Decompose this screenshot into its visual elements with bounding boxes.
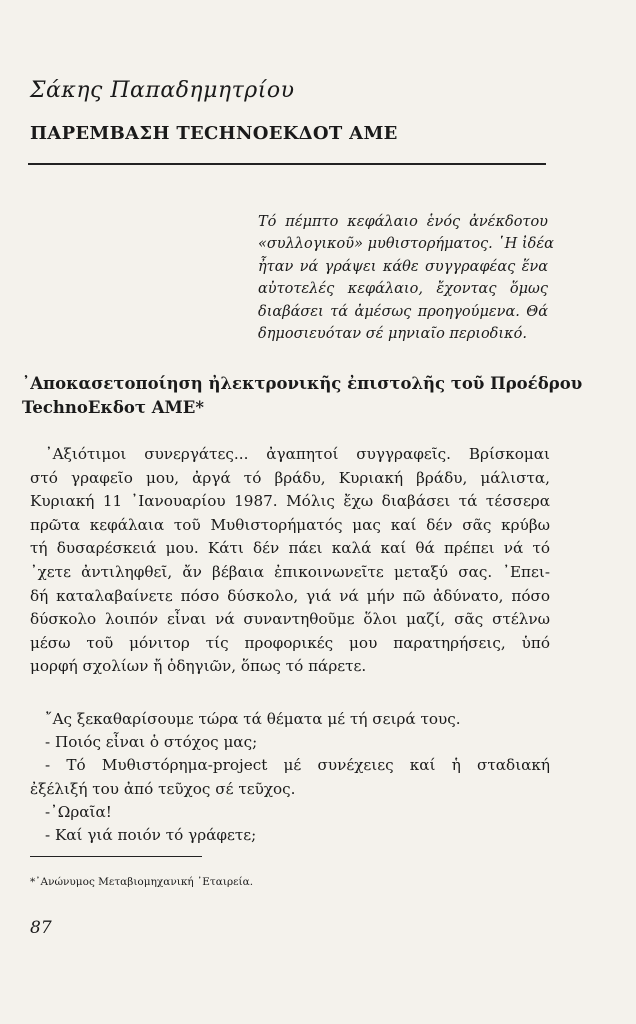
dialogue-line: ῎Ας ξεκαθαρίσουμε τώρα τά θέματα μέ τή σειρά τους. bbox=[45, 710, 461, 728]
dialogue-line: - Ποιός εἶναι ὁ στόχος μας; bbox=[45, 733, 258, 752]
letter-heading bbox=[22, 372, 583, 420]
dialogue-line: ἐξέλιξή του ἀπό τεῦχος σέ τεῦχος. bbox=[30, 779, 296, 798]
title-divider bbox=[28, 163, 546, 165]
paragraph-line: δή καταλαβαίνετε πόσο δύσκολο, γιά νά μήν πῶ ἀδύνατο, πόσο bbox=[30, 586, 550, 605]
author-name: Σάκης Παπαδημητρίου bbox=[30, 78, 295, 103]
epigraph-line: ἦταν νά γράψει κάθε συγγραφέας ἕνα bbox=[258, 258, 548, 275]
epigraph-line: διαβάσει τά ἀμέσως προηγούμενα. Θά bbox=[258, 303, 548, 320]
paragraph-line: μορφή σχολίων ἤ ὁδηγιῶν, ὅπως τό πάρετε. bbox=[30, 657, 367, 676]
dialogue-line: -᾿Ωραῖα! bbox=[45, 802, 112, 821]
epigraph-line: Τό πέμπτο κεφάλαιο ἑνός ἀνέκδοτου bbox=[258, 214, 548, 230]
footnote: *᾿Ανώνυμος Μεταβιομηχανική ᾿Εταιρεία. bbox=[30, 876, 254, 888]
section-subtitle: ΠΑΡΕΜΒΑΣΗ TECHNOEKΔOT AME bbox=[30, 123, 398, 144]
epigraph bbox=[258, 211, 554, 345]
paragraph-line: ᾿Αξιότιμοι συνεργάτες... ἀγαπητοί συγγραφεῖς. Βρίσκομαι bbox=[45, 445, 550, 463]
page-number: 87 bbox=[30, 918, 52, 938]
epigraph-line: αὐτοτελές κεφάλαιο, ἔχοντας ὅμως bbox=[258, 281, 548, 298]
paragraph-line: στό γραφεῖο μου, ἀργά τό βράδυ, Κυριακή βράδυ, μάλιστα, bbox=[30, 468, 550, 487]
heading-line: ᾿Αποκασετοποίηση ἠλεκτρονικῆς ἐπιστολῆς τοῦ Προέδρου bbox=[22, 374, 583, 393]
paragraph-line: Κυριακή 11 ᾿Ιανουαρίου 1987. Μόλις ἔχω διαβάσει τά τέσσερα bbox=[30, 492, 550, 511]
heading-line: TechnoEκδοτ AME* bbox=[22, 398, 204, 417]
dialogue-line: - Τό Μυθιστόρημα-project μέ συνέχειες καί ἡ σταδιακή bbox=[45, 756, 550, 775]
paragraph-line: πρῶτα κεφάλαια τοῦ Μυθιστορήματός μας καί δέν σᾶς κρύβω bbox=[30, 515, 550, 534]
letter-paragraph bbox=[30, 443, 550, 679]
dialogue-block bbox=[30, 708, 550, 847]
paragraph-line: μέσω τοῦ μόνιτορ τίς προφορικές μου παρατηρήσεις, ὑπό bbox=[30, 633, 550, 652]
paragraph-line: τή δυσαρέσκειά μου. Κάτι δέν πάει καλά καί θά πρέπει νά τό bbox=[30, 539, 550, 558]
paragraph-line: ᾿χετε ἀντιληφθεῖ, ἄν βέβαια ἐπικοινωνεῖτε μεταξύ σας. ᾿Επει- bbox=[30, 562, 550, 581]
epigraph-line: δημοσιευόταν σέ μηνιαῖο περιοδικό. bbox=[258, 326, 527, 343]
footnote-divider bbox=[30, 856, 202, 857]
dialogue-line: - Καί γιά ποιόν τό γράφετε; bbox=[45, 826, 257, 845]
epigraph-line: «συλλογικοῦ» μυθιστορήματος. ῾Η ἰδέα bbox=[258, 236, 554, 253]
paragraph-line: δύσκολο λοιπόν εἶναι νά συναντηθοῦμε ὅλοι μαζί, σᾶς στέλνω bbox=[30, 610, 550, 629]
